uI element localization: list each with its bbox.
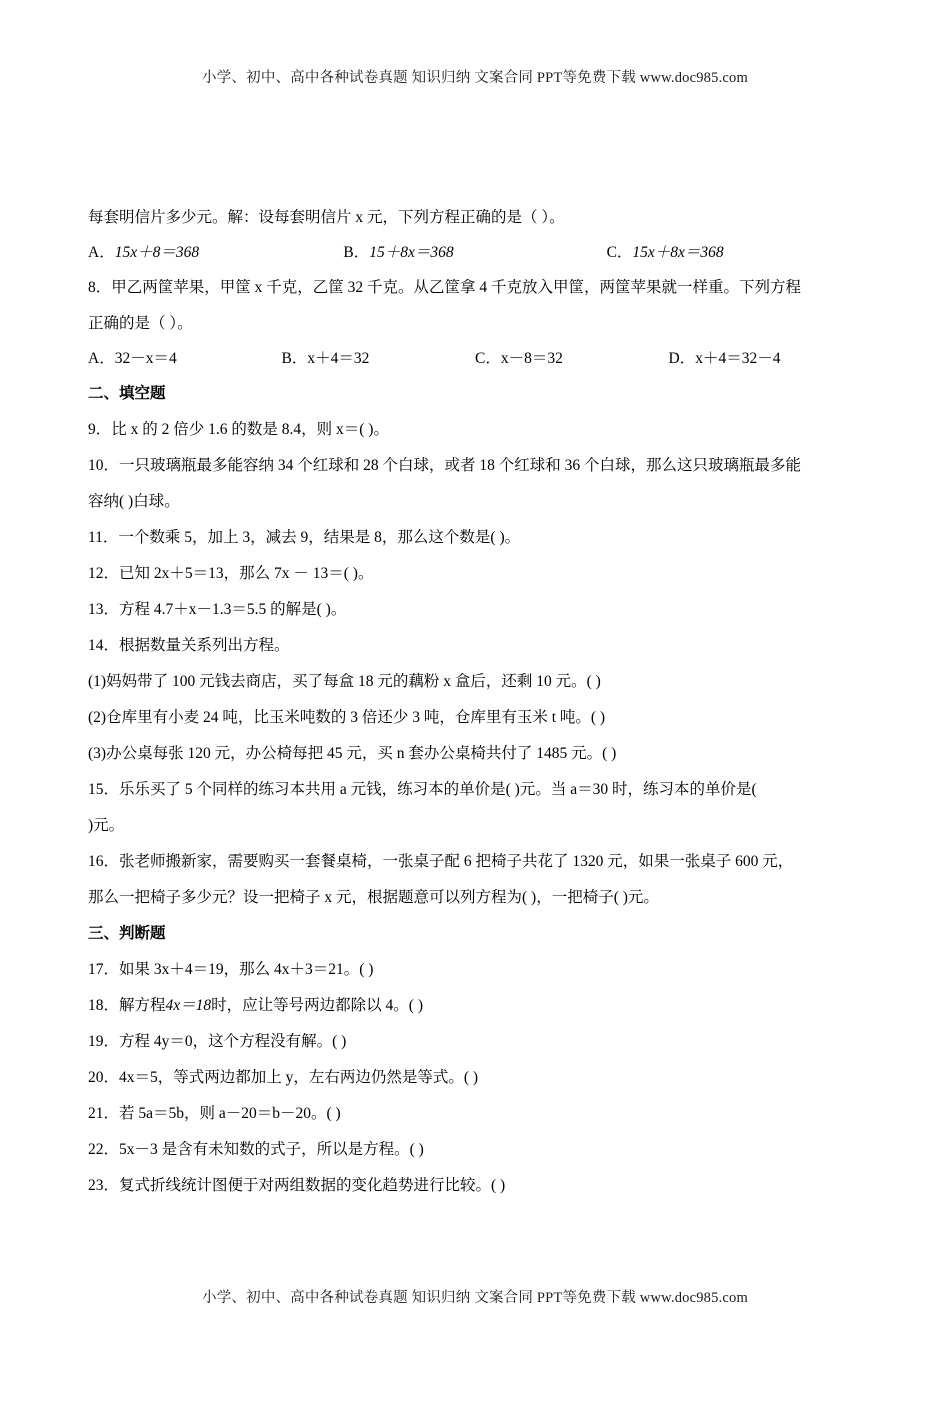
question-20: 20．4x＝5，等式两边都加上 y，左右两边仍然是等式。( ): [88, 1069, 479, 1086]
question-13: 13．方程 4.7＋x－1.3＝5.5 的解是( )。: [88, 601, 347, 618]
question-18: [88, 988, 862, 1024]
question-14-part-2: (2)仓库里有小麦 24 吨，比玉米吨数的 3 倍还少 3 吨，仓库里有玉米 t 吨。( ): [88, 709, 606, 726]
section-heading-true-false: 三、判断题: [88, 925, 166, 942]
footer-watermark-note: 小学、初中、高中各种试卷真题 知识归纳 文案合同 PPT等免费下载 www.doc985.com: [202, 1290, 748, 1306]
question-8-option-a: A．32－x＝4: [88, 350, 177, 367]
question-23: 23．复式折线统计图便于对两组数据的变化趋势进行比较。( ): [88, 1177, 506, 1194]
question-7-stem: 每套明信片多少元。解：设每套明信片 x 元，下列方程正确的是（ ）。: [88, 209, 565, 226]
question-22: 22．5x－3 是含有未知数的式子，所以是方程。( ): [88, 1141, 424, 1158]
document-body: [88, 200, 862, 1204]
question-8-option-d: D．x＋4＝32－4: [668, 350, 781, 367]
question-7-option-c-text: 15x＋8x＝368: [632, 244, 724, 261]
question-7-option-b-text: 15＋8x＝368: [369, 244, 454, 261]
question-18-equation: 4x＝18: [165, 997, 212, 1014]
question-12: 12．已知 2x＋5＝13，那么 7x － 13＝( )。: [88, 565, 374, 582]
question-18-prefix: 18．解方程: [88, 997, 166, 1014]
question-14-stem: 14．根据数量关系列出方程。: [88, 637, 290, 654]
question-16-line2: 那么一把椅子多少元？设一把椅子 x 元，根据题意可以列方程为( )，一把椅子( )元。: [88, 889, 659, 906]
question-19: 19．方程 4y＝0，这个方程没有解。( ): [88, 1033, 347, 1050]
question-9: 9．比 x 的 2 倍少 1.6 的数是 8.4，则 x＝( )。: [88, 421, 389, 438]
question-18-suffix: 时，应让等号两边都除以 4。( ): [211, 997, 423, 1014]
question-7-option-c: C．15x＋8x＝368: [606, 244, 724, 261]
question-17: 17．如果 3x＋4＝19，那么 4x＋3＝21。( ): [88, 961, 374, 978]
question-8-option-b: B．x＋4＝32: [281, 350, 370, 367]
question-7-option-a-text: 15x＋8＝368: [114, 244, 200, 261]
question-15-line2: )元。: [88, 817, 125, 834]
question-14-part-3: (3)办公桌每张 120 元，办公椅每把 45 元，买 n 套办公桌椅共付了 1485 元。( ): [88, 745, 617, 762]
question-8-option-c: C．x－8＝32: [475, 350, 563, 367]
question-8-stem-line1: 8．甲乙两筐苹果，甲筐 x 千克，乙筐 32 千克。从乙筐拿 4 千克放入甲筐，两筐苹果就一样重。下列方程: [88, 279, 802, 296]
question-10-line2: 容纳( )白球。: [88, 493, 180, 510]
document-page: [0, 66, 950, 1410]
question-14-part-1: (1)妈妈带了 100 元钱去商店，买了每盒 18 元的藕粉 x 盒后，还剩 10 元。( ): [88, 673, 601, 690]
question-16-line1: 16．张老师搬新家，需要购买一套餐桌椅，一张桌子配 6 把椅子共花了 1320 元，如果一张桌子 600 元，: [88, 853, 794, 870]
header-watermark-note: 小学、初中、高中各种试卷真题 知识归纳 文案合同 PPT等免费下载 www.doc985.com: [202, 70, 748, 86]
question-10-line1: 10．一只玻璃瓶最多能容纳 34 个红球和 28 个白球，或者 18 个红球和 36 个白球，那么这只玻璃瓶最多能: [88, 457, 802, 474]
question-7-option-b: B．15＋8x＝368: [343, 244, 454, 261]
question-7-options: [88, 236, 862, 270]
question-7-option-a: A．15x＋8＝368: [88, 244, 200, 261]
question-11: 11．一个数乘 5，加上 3，减去 9，结果是 8，那么这个数是( )。: [88, 529, 521, 546]
question-15-line1: 15．乐乐买了 5 个同样的练习本共用 a 元钱，练习本的单价是( )元。当 a＝30 时，练习本的单价是(: [88, 781, 757, 798]
question-21: 21．若 5a＝5b，则 a－20＝b－20。( ): [88, 1105, 341, 1122]
section-heading-fill-in-blank: 二、填空题: [88, 385, 166, 402]
question-8-stem-line2: 正确的是（ ）。: [88, 315, 193, 332]
question-8-options: [88, 342, 862, 376]
